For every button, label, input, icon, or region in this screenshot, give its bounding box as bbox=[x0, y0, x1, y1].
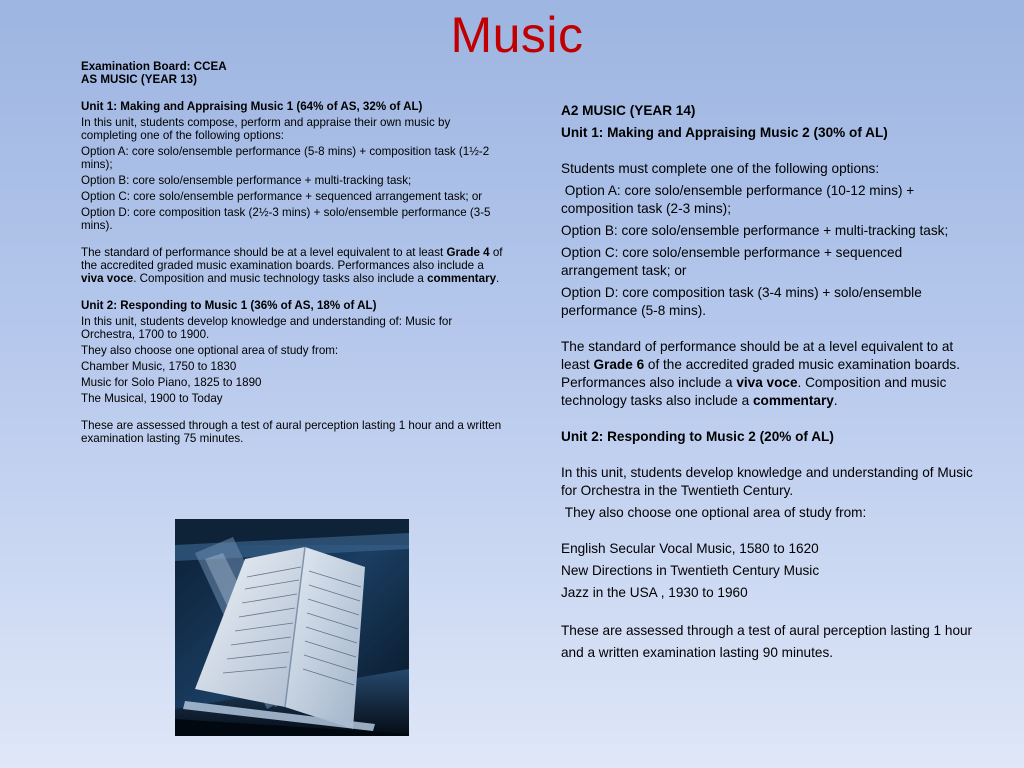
as-unit1-option-b: Option B: core solo/ensemble performance + multi-tracking task; bbox=[81, 174, 412, 187]
a2-unit2-area-1: English Secular Vocal Music, 1580 to 1620 bbox=[561, 541, 819, 556]
as-performance-standard: The standard of performance should be at a level equivalent to at least Grade 4 of the accredited graded music examination boards. Performances also include a viva voce. Composition and music technology tasks also include a commentary. bbox=[81, 246, 503, 285]
a2-unit2-intro: In this unit, students develop knowledge and understanding of Music for Orchestra in the Twentieth Century. bbox=[561, 465, 973, 498]
as-unit2-optional: They also choose one optional area of study from: bbox=[81, 344, 339, 357]
as-unit1-option-d: Option D: core composition task (2½-3 mins) + solo/ensemble performance (3-5 mins). bbox=[81, 206, 491, 232]
a2-music-heading: A2 MUSIC (YEAR 14) bbox=[561, 103, 696, 118]
as-unit2-area-2: Music for Solo Piano, 1825 to 1890 bbox=[81, 376, 262, 389]
as-unit1-option-a: Option A: core solo/ensemble performance (5-8 mins) + composition task (1½-2 mins); bbox=[81, 145, 490, 171]
as-unit2-heading: Unit 2: Responding to Music 1 (36% of AS, 18% of AL) bbox=[81, 299, 377, 312]
a2-unit1-heading: Unit 1: Making and Appraising Music 2 (30% of AL) bbox=[561, 125, 888, 140]
a2-performance-standard: The standard of performance should be at a level equivalent to at least Grade 6 of the accredited graded music examination boards. Performances also include a viva voce. Composition and music technology tasks also include a commentary. bbox=[561, 339, 960, 408]
as-unit1-intro: In this unit, students compose, perform and appraise their own music by completing one of the following options: bbox=[81, 116, 451, 142]
a2-unit1-option-d: Option D: core composition task (3-4 mins) + solo/ensemble performance (5-8 mins). bbox=[561, 285, 922, 318]
a2-unit1-option-a: Option A: core solo/ensemble performance (10-12 mins) + composition task (2-3 mins); bbox=[561, 183, 919, 216]
a2-unit1-option-c: Option C: core solo/ensemble performance + sequenced arrangement task; or bbox=[561, 245, 903, 278]
a2-unit2-area-3: Jazz in the USA , 1930 to 1960 bbox=[561, 585, 748, 600]
sheet-music-photo bbox=[175, 519, 409, 736]
page-title: Music bbox=[450, 7, 584, 63]
a2-music-column bbox=[561, 102, 981, 668]
a2-assessment: These are assessed through a test of aural perception lasting 1 hour and a written examination lasting 90 minutes. bbox=[561, 623, 973, 660]
a2-unit2-area-2: New Directions in Twentieth Century Music bbox=[561, 563, 820, 578]
as-unit1-option-c: Option C: core solo/ensemble performance + sequenced arrangement task; or bbox=[81, 190, 483, 203]
a2-unit1-intro: Students must complete one of the following options: bbox=[561, 161, 880, 176]
a2-unit2-heading: Unit 2: Responding to Music 2 (20% of AL) bbox=[561, 429, 834, 444]
as-music-column bbox=[81, 60, 506, 445]
as-unit2-area-3: The Musical, 1900 to Today bbox=[81, 392, 223, 405]
as-unit2-intro: In this unit, students develop knowledge and understanding of: Music for Orchestra, 1700 to 1900. bbox=[81, 315, 453, 341]
a2-unit2-optional: They also choose one optional area of study from: bbox=[561, 505, 867, 520]
as-assessment: These are assessed through a test of aural perception lasting 1 hour and a written examination lasting 75 minutes. bbox=[81, 419, 502, 445]
as-music-heading: AS MUSIC (YEAR 13) bbox=[81, 73, 197, 86]
as-unit2-area-1: Chamber Music, 1750 to 1830 bbox=[81, 360, 237, 373]
exam-board: Examination Board: CCEA bbox=[81, 60, 227, 73]
a2-unit1-option-b: Option B: core solo/ensemble performance + multi-tracking task; bbox=[561, 223, 949, 238]
as-unit1-heading: Unit 1: Making and Appraising Music 1 (64% of AS, 32% of AL) bbox=[81, 100, 423, 113]
